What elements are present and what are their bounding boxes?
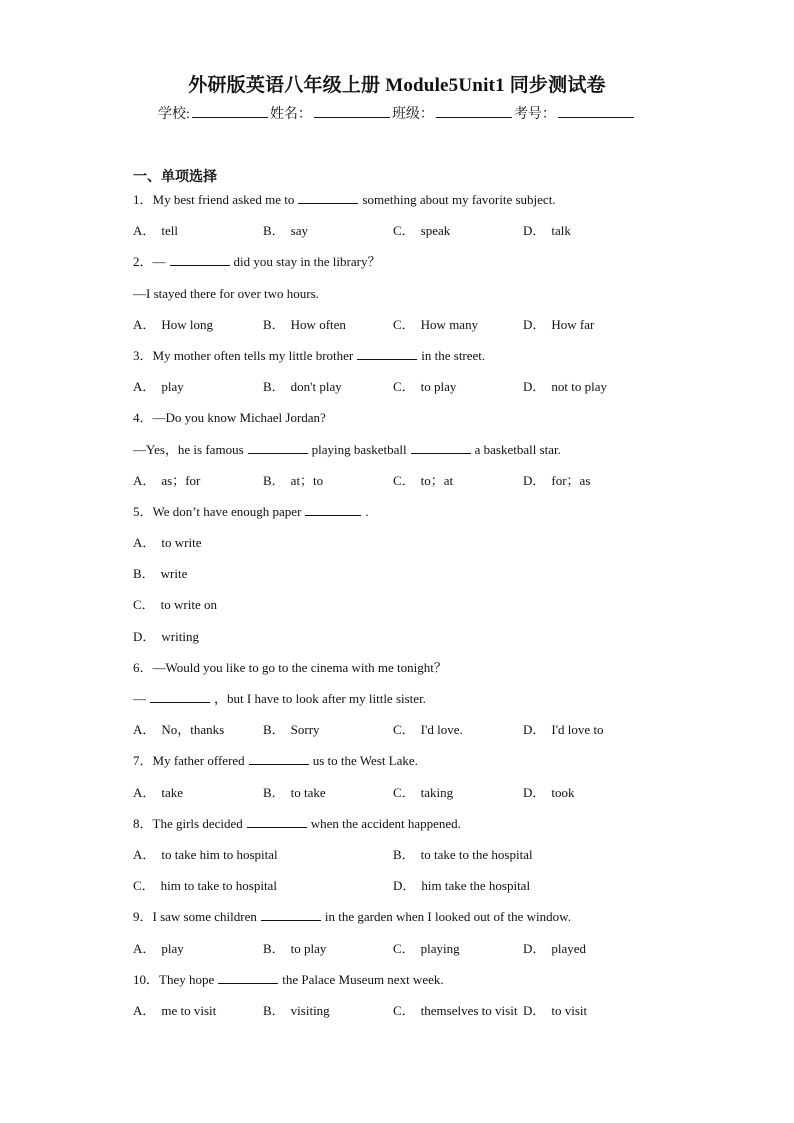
option-letter: C． bbox=[393, 223, 415, 239]
question-line bbox=[133, 749, 653, 780]
option-letter: B． bbox=[263, 940, 285, 956]
question-line bbox=[133, 656, 653, 687]
answer-option[interactable] bbox=[393, 375, 523, 406]
option-letter: C． bbox=[393, 940, 415, 956]
option-text: played bbox=[551, 940, 587, 956]
option-text: No，thanks bbox=[161, 722, 225, 738]
option-text: to write bbox=[161, 535, 202, 551]
option-text: to write on bbox=[160, 597, 217, 613]
question-line bbox=[133, 282, 653, 313]
option-letter: A． bbox=[133, 1002, 156, 1018]
option-letter: B． bbox=[263, 1002, 285, 1018]
question-line bbox=[133, 500, 653, 531]
option-text: to play bbox=[420, 379, 457, 395]
options-row bbox=[133, 313, 653, 344]
answer-option[interactable] bbox=[393, 874, 653, 905]
question-text: . bbox=[365, 503, 369, 519]
answer-option[interactable] bbox=[263, 781, 393, 812]
option-letter: A． bbox=[133, 722, 156, 738]
answer-option[interactable] bbox=[133, 999, 263, 1030]
options-row bbox=[133, 937, 653, 968]
option-text: How many bbox=[420, 316, 479, 332]
question-text: My mother often tells my little brother bbox=[152, 347, 354, 363]
option-text: I'd love. bbox=[420, 722, 463, 738]
question-text: They hope bbox=[159, 971, 215, 987]
option-text: play bbox=[161, 940, 184, 956]
question-line bbox=[133, 905, 653, 936]
question-text: —Do you know Michael Jordan? bbox=[152, 410, 326, 426]
question-line bbox=[133, 406, 653, 437]
answer-option[interactable] bbox=[133, 531, 653, 562]
answer-blank[interactable] bbox=[261, 908, 321, 921]
option-letter: C． bbox=[393, 472, 415, 488]
answer-option[interactable] bbox=[393, 781, 523, 812]
option-text: him take the hospital bbox=[421, 878, 531, 894]
answer-option[interactable] bbox=[133, 843, 393, 874]
answer-blank[interactable] bbox=[218, 971, 278, 984]
section-heading: 一、单项选择 bbox=[133, 170, 217, 185]
options-row bbox=[133, 469, 653, 500]
option-text: visiting bbox=[290, 1002, 330, 1018]
question-text: — bbox=[133, 691, 146, 706]
question-text: in the street. bbox=[421, 347, 486, 363]
answer-blank[interactable] bbox=[298, 191, 358, 204]
option-letter: D． bbox=[523, 316, 546, 332]
answer-option[interactable] bbox=[133, 718, 263, 749]
answer-option[interactable] bbox=[133, 562, 653, 593]
option-text: Sorry bbox=[290, 722, 320, 738]
option-text: to；at bbox=[420, 472, 454, 488]
option-letter: C． bbox=[133, 597, 155, 613]
option-letter: B． bbox=[263, 223, 285, 239]
option-letter: A． bbox=[133, 316, 156, 332]
question-line bbox=[133, 250, 653, 281]
question-number: 3． bbox=[133, 347, 153, 363]
option-text: speak bbox=[420, 223, 451, 239]
answer-option[interactable] bbox=[133, 874, 393, 905]
answer-option[interactable] bbox=[523, 781, 653, 812]
question-line bbox=[133, 812, 653, 843]
options-row bbox=[133, 843, 653, 874]
answer-option[interactable] bbox=[393, 937, 523, 968]
option-text: I'd love to bbox=[551, 722, 604, 738]
option-text: themselves to visit bbox=[420, 1002, 518, 1018]
option-text: not to play bbox=[551, 379, 607, 395]
option-letter: B． bbox=[263, 316, 285, 332]
option-letter: B． bbox=[393, 846, 415, 862]
answer-option[interactable] bbox=[263, 469, 393, 500]
options-row bbox=[133, 219, 653, 250]
answer-option[interactable] bbox=[133, 937, 263, 968]
option-letter: B． bbox=[133, 566, 155, 582]
question-text: I saw some children bbox=[152, 909, 257, 925]
option-letter: A． bbox=[133, 472, 156, 488]
option-text: to take to the hospital bbox=[420, 846, 533, 862]
option-letter: D． bbox=[523, 1002, 546, 1018]
option-text: How far bbox=[551, 316, 595, 332]
option-text: take bbox=[161, 784, 184, 800]
answer-option[interactable] bbox=[393, 469, 523, 500]
question-text: when the accident happened. bbox=[310, 815, 461, 831]
answer-blank[interactable] bbox=[357, 347, 417, 360]
option-text: playing bbox=[420, 940, 460, 956]
option-text: him to take to hospital bbox=[160, 878, 277, 894]
answer-blank[interactable] bbox=[248, 441, 308, 454]
answer-option[interactable] bbox=[393, 313, 523, 344]
answer-blank[interactable] bbox=[305, 503, 361, 516]
student-info-line bbox=[0, 103, 794, 123]
option-letter: A． bbox=[133, 535, 156, 551]
answer-option[interactable] bbox=[523, 219, 653, 250]
question-text: My father offered bbox=[152, 753, 245, 769]
option-letter: B． bbox=[263, 472, 285, 488]
option-text: me to visit bbox=[161, 1002, 217, 1018]
option-letter: A． bbox=[133, 379, 156, 395]
question-line bbox=[133, 968, 653, 999]
answer-option[interactable] bbox=[263, 718, 393, 749]
answer-option[interactable] bbox=[523, 999, 653, 1030]
option-letter: D． bbox=[133, 628, 156, 644]
option-text: say bbox=[290, 223, 309, 239]
answer-option[interactable] bbox=[523, 313, 653, 344]
options-row bbox=[133, 781, 653, 812]
option-letter: D． bbox=[523, 379, 546, 395]
option-letter: D． bbox=[523, 223, 546, 239]
answer-option[interactable] bbox=[263, 999, 393, 1030]
option-text: write bbox=[160, 566, 188, 582]
option-letter: C． bbox=[393, 722, 415, 738]
option-letter: D． bbox=[393, 878, 416, 894]
answer-option[interactable] bbox=[263, 219, 393, 250]
question-text: in the garden when I looked out of the window. bbox=[324, 909, 571, 925]
question-line bbox=[133, 188, 653, 219]
answer-option[interactable] bbox=[133, 375, 263, 406]
option-letter: A． bbox=[133, 223, 156, 239]
question-text: us to the West Lake. bbox=[312, 753, 418, 769]
answer-option[interactable] bbox=[263, 313, 393, 344]
answer-blank[interactable] bbox=[247, 815, 307, 828]
option-text: to play bbox=[290, 940, 327, 956]
question-number: 1． bbox=[133, 192, 153, 207]
question-text: a basketball star. bbox=[474, 441, 561, 457]
option-letter: B． bbox=[263, 784, 285, 800]
option-text: How often bbox=[290, 316, 346, 332]
question-text: My best friend asked me to bbox=[152, 192, 295, 207]
option-text: don't play bbox=[290, 379, 342, 395]
question-number: 10． bbox=[133, 971, 160, 987]
option-letter: C． bbox=[393, 379, 415, 395]
answer-option[interactable] bbox=[523, 469, 653, 500]
option-text: took bbox=[551, 784, 575, 800]
school-label: 学校: bbox=[158, 107, 190, 122]
option-letter: C． bbox=[133, 878, 155, 894]
class-label: 班级： bbox=[391, 107, 434, 122]
option-text: play bbox=[161, 379, 184, 395]
question-number: 9． bbox=[133, 909, 153, 925]
answer-blank[interactable] bbox=[150, 690, 210, 703]
option-letter: D． bbox=[523, 940, 546, 956]
option-letter: D． bbox=[523, 472, 546, 488]
question-text: The girls decided bbox=[152, 815, 243, 831]
option-text: talk bbox=[551, 223, 571, 239]
option-letter: C． bbox=[393, 1002, 415, 1018]
question-line bbox=[133, 344, 653, 375]
question-line bbox=[133, 438, 653, 469]
question-text: We don’t have enough paper bbox=[152, 503, 302, 519]
question-text: did you stay in the library？ bbox=[233, 254, 381, 270]
question-text: the Palace Museum next week. bbox=[282, 971, 444, 987]
options-row bbox=[133, 874, 653, 905]
answer-blank[interactable] bbox=[170, 253, 230, 266]
option-letter: C． bbox=[393, 784, 415, 800]
question-text: —Would you like to go to the cinema with me tonight？ bbox=[152, 659, 447, 675]
question-text: —I stayed there for over two hours. bbox=[133, 285, 319, 301]
answer-option[interactable] bbox=[523, 937, 653, 968]
option-letter: A． bbox=[133, 784, 156, 800]
option-text: taking bbox=[420, 784, 454, 800]
page-title: 外研版英语八年级上册 Module5Unit1 同步测试卷 bbox=[188, 75, 606, 96]
option-text: as；for bbox=[161, 472, 201, 488]
question-number: 5． bbox=[133, 503, 153, 519]
question-number: 4． bbox=[133, 410, 153, 426]
answer-option[interactable] bbox=[393, 718, 523, 749]
question-text: ，but I have to look after my little sister. bbox=[214, 691, 426, 706]
answer-option[interactable] bbox=[133, 781, 263, 812]
number-blank bbox=[558, 104, 634, 118]
question-number: 7． bbox=[133, 753, 153, 769]
name-label: 姓名： bbox=[269, 107, 312, 122]
question-text: — bbox=[152, 254, 166, 270]
option-letter: D． bbox=[523, 722, 546, 738]
question-text: —Yes，he is famous bbox=[133, 441, 244, 457]
option-text: How long bbox=[161, 316, 214, 332]
school-blank bbox=[192, 104, 268, 118]
options-row bbox=[133, 718, 653, 749]
option-text: at；to bbox=[290, 472, 324, 488]
question-number: 6． bbox=[133, 659, 153, 675]
answer-option[interactable] bbox=[393, 219, 523, 250]
answer-option[interactable] bbox=[133, 313, 263, 344]
answer-option[interactable] bbox=[523, 375, 653, 406]
question-text: something about my favorite subject. bbox=[362, 192, 556, 207]
question-line bbox=[133, 687, 653, 718]
answer-option[interactable] bbox=[263, 937, 393, 968]
option-text: to take him to hospital bbox=[161, 846, 278, 862]
answer-option[interactable] bbox=[523, 718, 653, 749]
answer-option[interactable] bbox=[133, 625, 653, 656]
option-letter: C． bbox=[393, 316, 415, 332]
name-blank bbox=[314, 104, 390, 118]
class-blank bbox=[436, 104, 512, 118]
answer-option[interactable] bbox=[263, 375, 393, 406]
answer-option[interactable] bbox=[133, 219, 263, 250]
option-text: to visit bbox=[551, 1002, 588, 1018]
answer-blank[interactable] bbox=[411, 441, 471, 454]
option-text: tell bbox=[161, 223, 178, 239]
options-row bbox=[133, 375, 653, 406]
question-text: playing basketball bbox=[311, 441, 407, 457]
question-number: 2． bbox=[133, 254, 153, 270]
options-row bbox=[133, 999, 653, 1030]
option-letter: B． bbox=[263, 722, 285, 738]
number-label: 考号： bbox=[513, 107, 556, 122]
answer-option[interactable] bbox=[393, 999, 523, 1030]
answer-option[interactable] bbox=[393, 843, 653, 874]
answer-option[interactable] bbox=[133, 469, 263, 500]
option-letter: B． bbox=[263, 379, 285, 395]
question-number: 8． bbox=[133, 815, 153, 831]
option-letter: D． bbox=[523, 784, 546, 800]
option-text: to take bbox=[290, 784, 326, 800]
answer-blank[interactable] bbox=[249, 752, 309, 765]
answer-option[interactable] bbox=[133, 593, 653, 624]
option-letter: A． bbox=[133, 940, 156, 956]
question-list bbox=[133, 188, 653, 1030]
option-letter: A． bbox=[133, 846, 156, 862]
option-text: writing bbox=[161, 628, 199, 644]
option-text: for；as bbox=[551, 472, 591, 488]
